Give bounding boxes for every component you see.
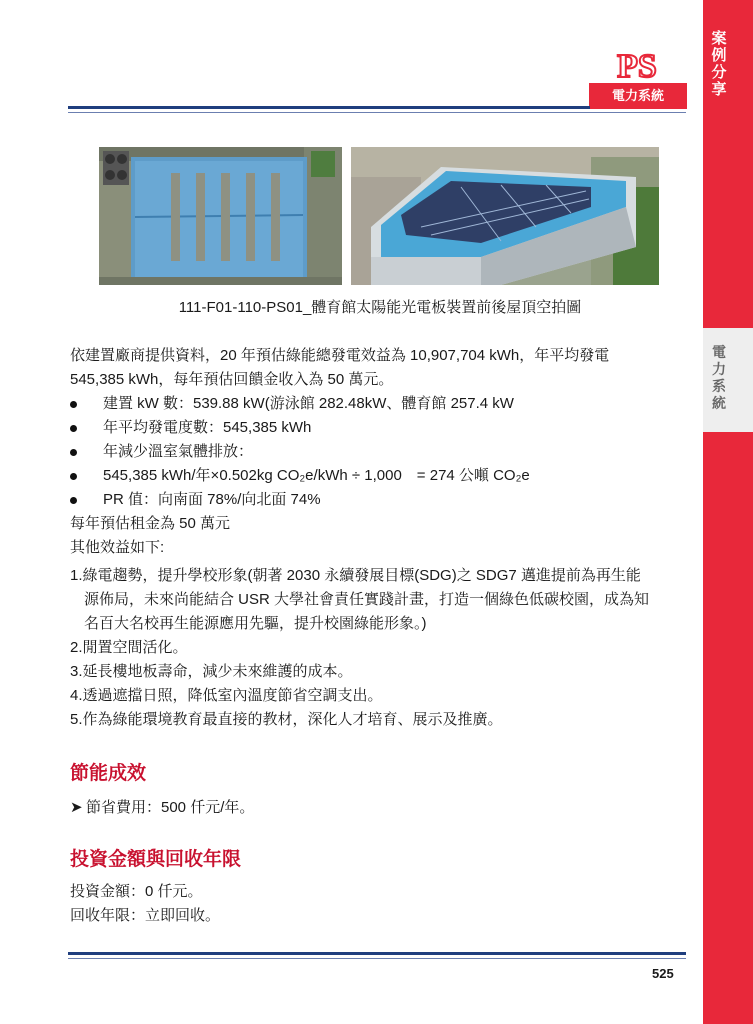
list-item: 源佈局，未來尚能結合 USR 大學社會責任實踐計畫，打造一個綠色低碳校園，成為知: [84, 591, 650, 608]
list-item: 名百大名校再生能源應用先驅，提升校園綠能形象。): [84, 615, 427, 632]
payback-period: 回收年限：立即回收。: [70, 907, 221, 924]
bullet-text: PR 值：向南面 78%/向北面 74%: [103, 491, 321, 508]
list-item: 3.延長樓地板壽命，減少未來維護的成本。: [70, 663, 353, 680]
logo-subtitle: 電力系統: [589, 83, 687, 109]
right-sidebar: [703, 0, 753, 1024]
bullet-dot-icon: [70, 425, 77, 432]
investment-title: 投資金額與回收年限: [70, 849, 242, 870]
roof-after-photo: [351, 147, 659, 285]
bullet-text: 545,385 kWh/年×0.502kg CO₂e/kWh ÷ 1,000 = 274 公噸 CO₂e: [103, 467, 530, 484]
roof-before-photo: [99, 147, 342, 285]
bullet-text: 年減少溫室氣體排放：: [103, 443, 254, 460]
bullet-text: 建置 kW 數：539.88 kW(游泳館 282.48kW、體育館 257.4 kW: [103, 395, 514, 412]
header-rule-thin: [68, 112, 686, 113]
bullet-text: 年平均發電度數：545,385 kWh: [103, 419, 312, 436]
bullet-dot-icon: [70, 473, 77, 480]
list-item: 5.作為綠能環境教育最直接的教材，深化人才培育、展示及推廣。: [70, 711, 503, 728]
list-item: 1.綠電趨勢，提升學校形象(朝著 2030 永續發展目標(SDG)之 SDG7 邁進提前為再生能: [70, 567, 641, 584]
energy-saving-item: [70, 796, 690, 820]
page-number: 525: [652, 966, 674, 981]
sidebar-section-label: 電力系統: [712, 344, 726, 411]
sidebar-top-label: 案例分享: [711, 30, 727, 98]
energy-saving-text: 節省費用：500 仟元/年。: [86, 799, 255, 816]
list-item: 4.透過遮擋日照，降低室內溫度節省空調支出。: [70, 687, 383, 704]
arrow-right-icon: ➤: [70, 799, 83, 816]
header-rule-thick: [68, 106, 590, 109]
list-item: 2.閒置空間活化。: [70, 639, 188, 656]
other-benefits-heading: 其他效益如下:: [70, 539, 165, 556]
footer-rule-thin: [68, 958, 686, 959]
intro-line-2: 545,385 kWh，每年預估回饋金收入為 50 萬元。: [70, 371, 394, 388]
bullet-dot-icon: [70, 497, 77, 504]
investment-amount: 投資金額：0 仟元。: [70, 883, 203, 900]
energy-saving-title: 節能成效: [70, 763, 147, 784]
bullet-dot-icon: [70, 401, 77, 408]
figure-caption: 111-F01-110-PS01_體育館太陽能光電板裝置前後屋頂空拍圖: [178, 299, 582, 316]
bullet-dot-icon: [70, 449, 77, 456]
rent-line: 每年預估租金為 50 萬元: [70, 515, 231, 532]
footer-rule-thick: [68, 952, 686, 955]
ps-logo: [599, 48, 675, 82]
intro-line-1: 依建置廠商提供資料，20 年預估綠能總發電效益為 10,907,704 kWh，年平均發電: [70, 347, 610, 364]
ps-logo-mark: PS: [617, 48, 657, 82]
